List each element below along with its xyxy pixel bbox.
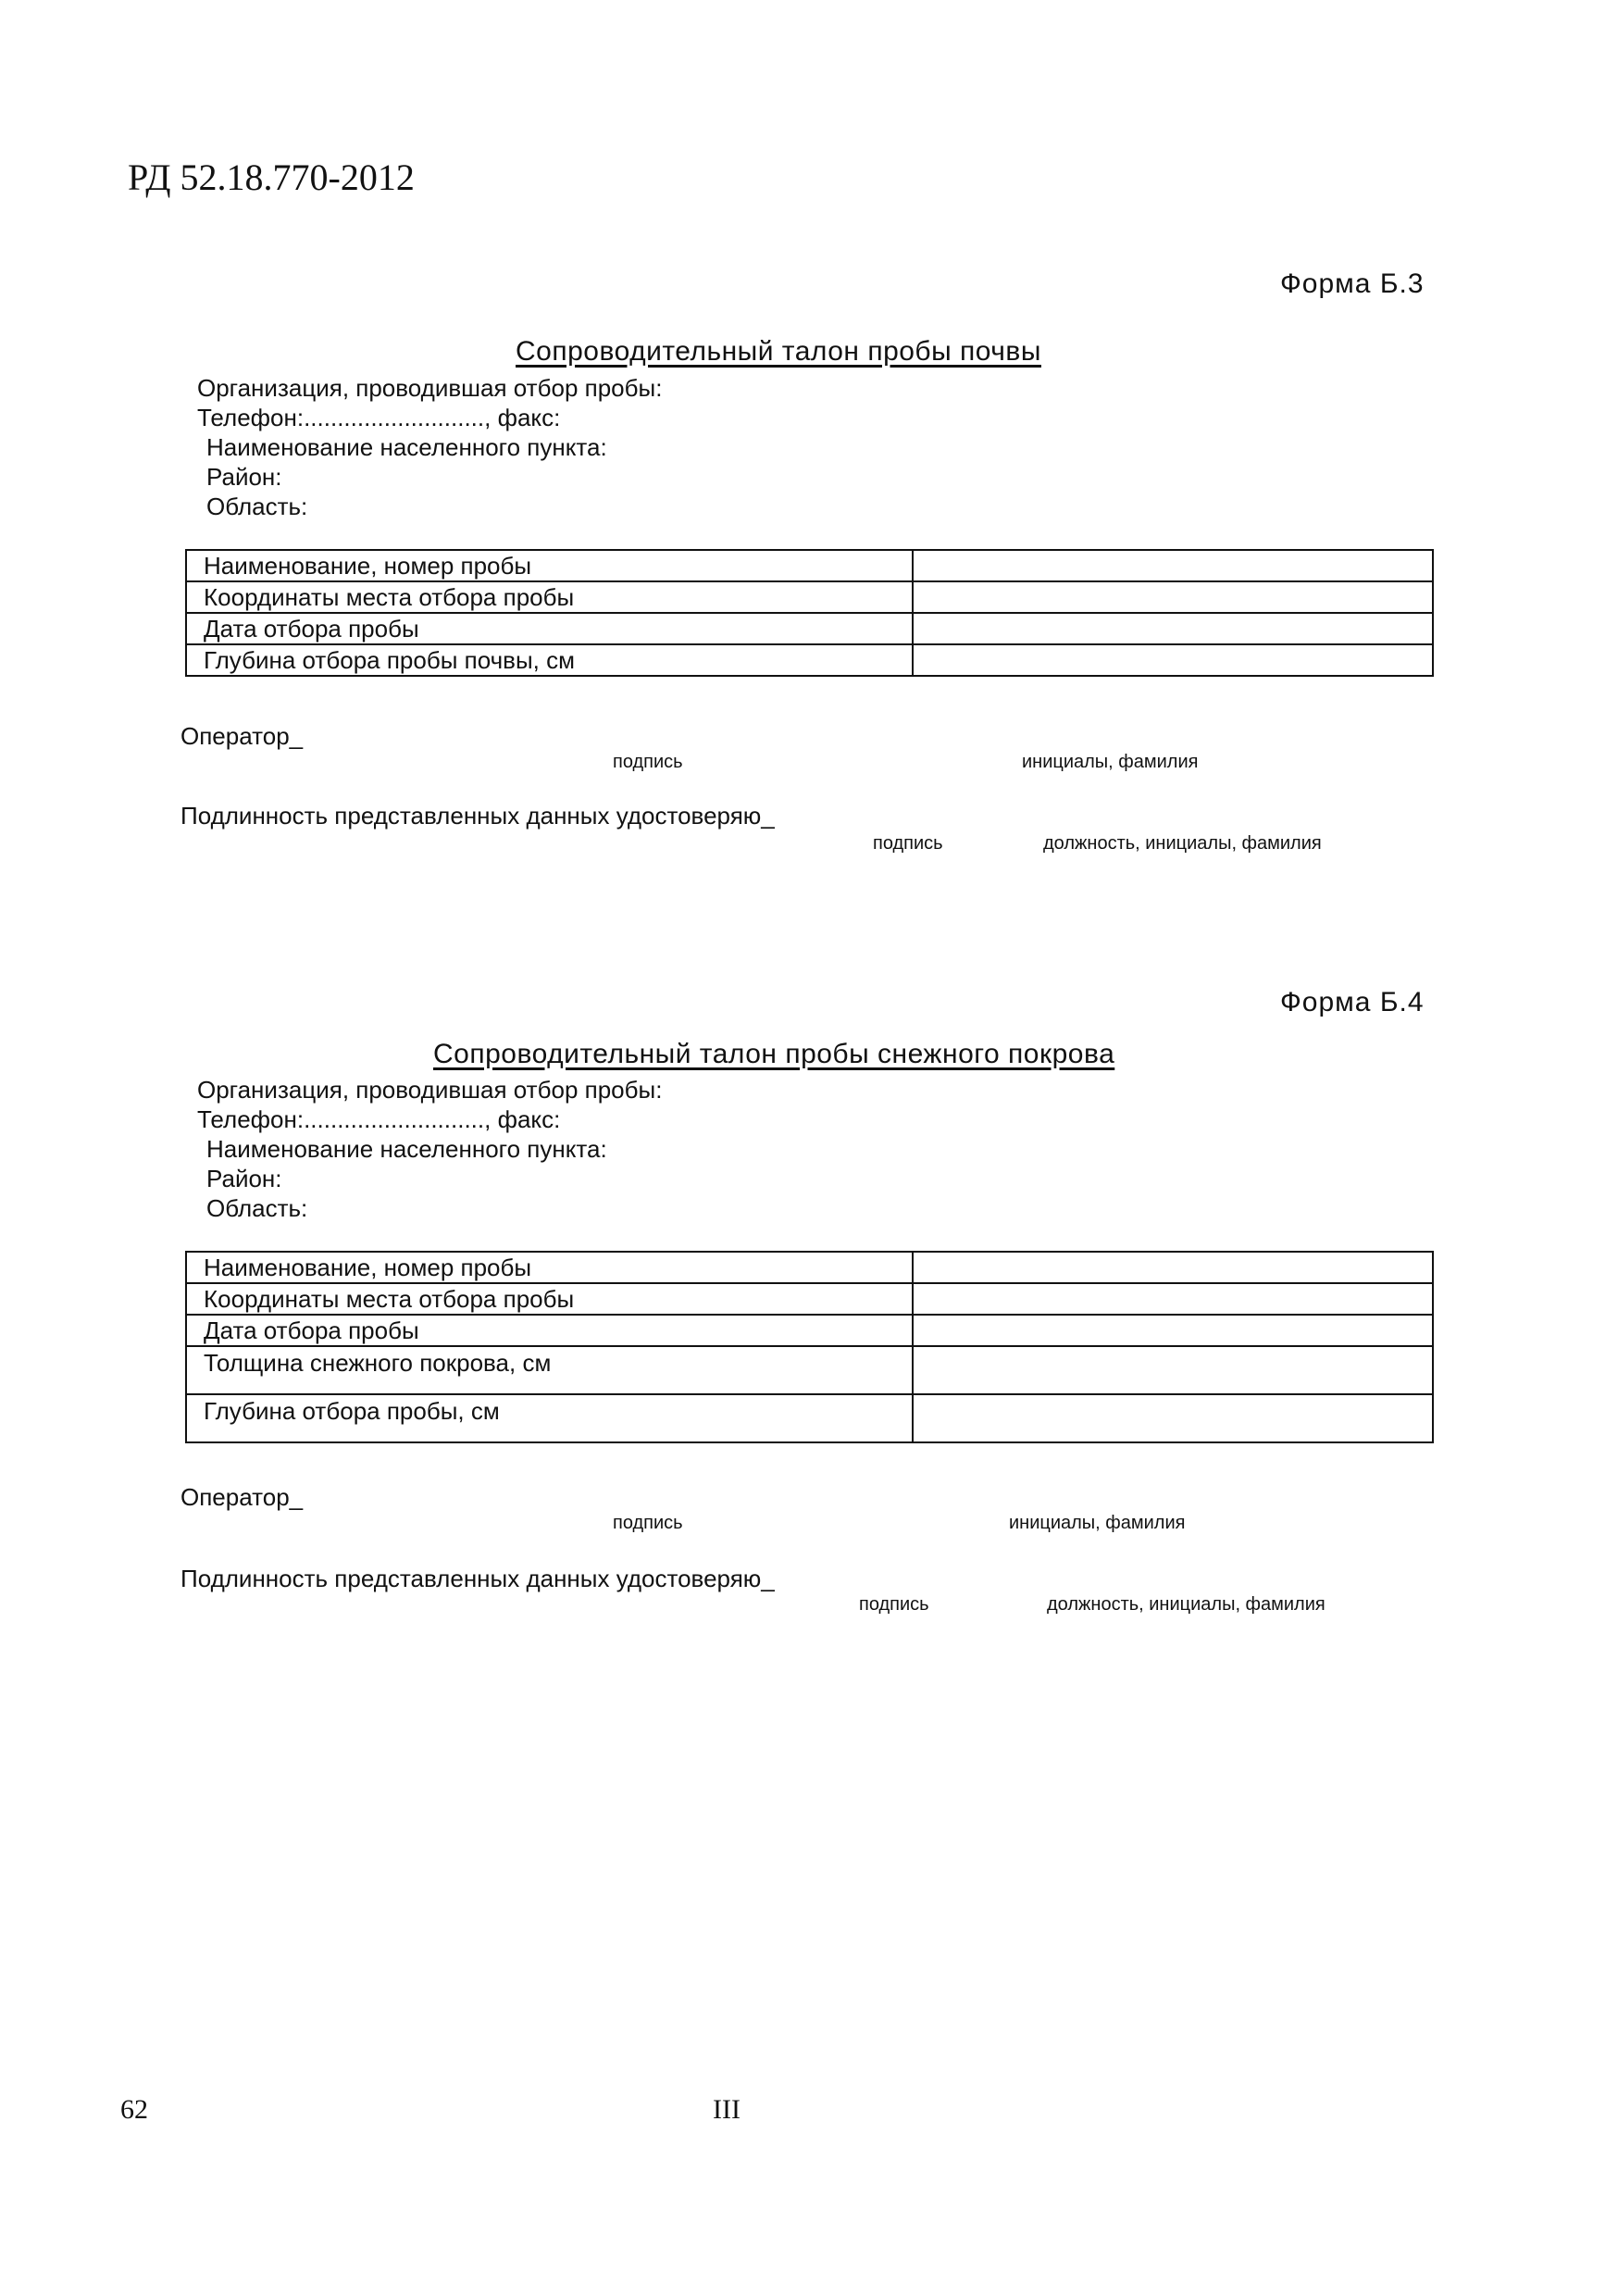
certify-name-hint: должность, инициалы, фамилия	[1047, 1594, 1326, 1615]
row-value-cell[interactable]	[913, 1252, 1433, 1283]
form-label: Форма Б.4	[1280, 987, 1425, 1017]
row-label: Глубина отбора пробы почвы, см	[186, 644, 913, 676]
form-label: Форма Б.3	[1280, 268, 1425, 299]
row-label: Координаты места отбора пробы	[186, 1283, 913, 1315]
district-field: Район:	[206, 1165, 282, 1192]
table-row	[186, 581, 1433, 613]
certify-label: Подлинность представленных данных удостоверяю_	[180, 802, 775, 830]
table-row	[186, 613, 1433, 644]
table-row	[186, 1252, 1433, 1283]
phone-fax-field: Телефон:..........................., факс:	[197, 1105, 561, 1133]
row-value-cell[interactable]	[913, 644, 1433, 676]
sample-table	[185, 1251, 1434, 1443]
issue-number: III	[713, 2094, 741, 2125]
table-row	[186, 1346, 1433, 1394]
row-label: Дата отбора пробы	[186, 613, 913, 644]
row-value-cell[interactable]	[913, 581, 1433, 613]
table-row	[186, 644, 1433, 676]
row-label: Толщина снежного покрова, см	[186, 1346, 913, 1394]
document-code: РД 52.18.770-2012	[128, 156, 415, 198]
phone-fax-field: Телефон:..........................., факс:	[197, 404, 561, 431]
table-row	[186, 550, 1433, 581]
row-label: Координаты места отбора пробы	[186, 581, 913, 613]
row-value-cell[interactable]	[913, 613, 1433, 644]
operator-label: Оператор_	[180, 1483, 304, 1511]
row-value-cell[interactable]	[913, 1394, 1433, 1442]
table-row	[186, 1315, 1433, 1346]
operator-name-hint: инициалы, фамилия	[1009, 1513, 1186, 1533]
table-row	[186, 1394, 1433, 1442]
page-number: 62	[120, 2094, 148, 2125]
certify-signature-hint: подпись	[873, 833, 943, 854]
operator-signature-hint: подпись	[613, 752, 683, 772]
settlement-field: Наименование населенного пункта:	[206, 433, 607, 461]
organization-field: Организация, проводившая отбор пробы:	[197, 374, 663, 402]
settlement-field: Наименование населенного пункта:	[206, 1135, 607, 1163]
certify-signature-hint: подпись	[859, 1594, 929, 1615]
row-value-cell[interactable]	[913, 550, 1433, 581]
operator-name-hint: инициалы, фамилия	[1022, 752, 1199, 772]
region-field: Область:	[206, 1194, 308, 1222]
operator-signature-hint: подпись	[613, 1513, 683, 1533]
row-value-cell[interactable]	[913, 1315, 1433, 1346]
certify-label: Подлинность представленных данных удостоверяю_	[180, 1565, 775, 1592]
row-label: Глубина отбора пробы, см	[186, 1394, 913, 1442]
certify-name-hint: должность, инициалы, фамилия	[1043, 833, 1322, 854]
row-label: Наименование, номер пробы	[186, 550, 913, 581]
sample-table	[185, 549, 1434, 677]
region-field: Область:	[206, 493, 308, 520]
row-label: Наименование, номер пробы	[186, 1252, 913, 1283]
table-row	[186, 1283, 1433, 1315]
operator-label: Оператор_	[180, 722, 304, 750]
row-value-cell[interactable]	[913, 1283, 1433, 1315]
form-title: Сопроводительный талон пробы снежного покрова	[433, 1039, 1115, 1069]
row-label: Дата отбора пробы	[186, 1315, 913, 1346]
district-field: Район:	[206, 463, 282, 491]
row-value-cell[interactable]	[913, 1346, 1433, 1394]
organization-field: Организация, проводившая отбор пробы:	[197, 1076, 663, 1104]
form-title: Сопроводительный талон пробы почвы	[516, 336, 1041, 367]
